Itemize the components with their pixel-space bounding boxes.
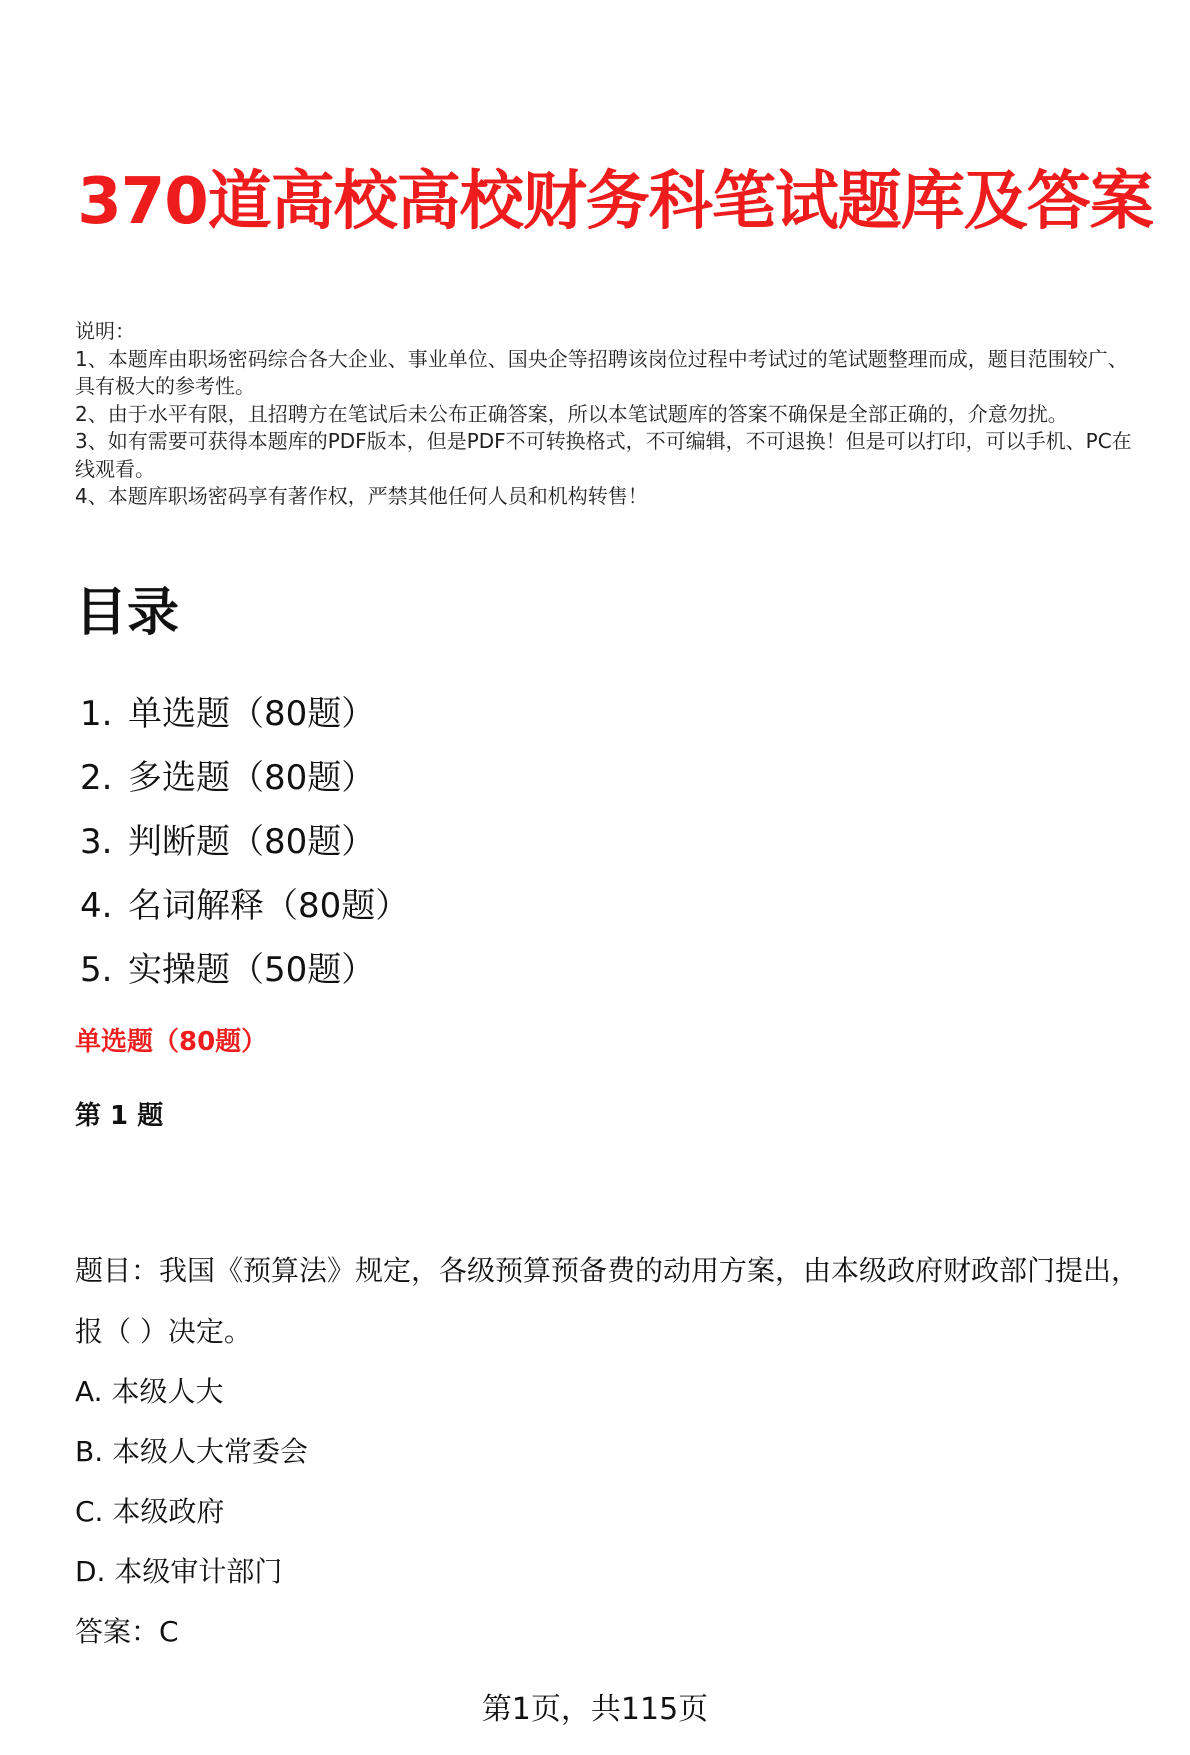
page-footer: 第1页，共115页	[481, 1692, 709, 1727]
toc-item[interactable]	[80, 874, 409, 938]
question-number: 第 1 题	[75, 1101, 164, 1131]
toc-item[interactable]	[80, 682, 409, 746]
notes-block	[75, 318, 1145, 511]
section-heading: 单选题（80题）	[75, 1027, 268, 1057]
toc-item[interactable]	[80, 746, 409, 810]
toc-item-label: 判断题（80题）	[128, 822, 376, 862]
option-a: A. 本级人大	[75, 1375, 224, 1408]
toc-item-label: 多选题（80题）	[128, 758, 376, 798]
toc-item[interactable]	[80, 938, 409, 1002]
notes-item: 3、如有需要可获得本题库的PDF版本，但是PDF不可转换格式，不可编辑，不可退换！但是可以打印，可以手机、PC在线观看。	[75, 429, 1132, 481]
toc-item-label: 单选题（80题）	[128, 694, 376, 734]
notes-header: 说明：	[75, 319, 135, 343]
toc-item-number: 3.	[80, 822, 113, 862]
option-b: B. 本级人大常委会	[75, 1435, 309, 1468]
toc-item-number: 5.	[80, 950, 113, 990]
question-text: 题目：我国《预算法》规定，各级预算预备费的动用方案，由本级政府财政部门提出，报（ ）决定。	[75, 1254, 1140, 1348]
toc-list	[80, 682, 409, 1002]
toc-item-label: 名词解释（80题）	[128, 886, 410, 926]
document-title: 370道高校高校财务科笔试题库及答案	[77, 164, 1153, 239]
toc-item-label: 实操题（50题）	[128, 950, 376, 990]
answer-text: 答案：C	[75, 1615, 179, 1648]
toc-item[interactable]	[80, 810, 409, 874]
toc-item-number: 1.	[80, 694, 113, 734]
question-block	[75, 1240, 1155, 1662]
toc-heading: 目录	[75, 583, 180, 643]
notes-item: 1、本题库由职场密码综合各大企业、事业单位、国央企等招聘该岗位过程中考试过的笔试题整理而成，题目范围较广、具有极大的参考性。	[75, 346, 1128, 398]
notes-item: 2、由于水平有限，且招聘方在笔试后未公布正确答案，所以本笔试题库的答案不确保是全部正确的，介意勿扰。	[75, 401, 1068, 426]
option-c: C. 本级政府	[75, 1495, 225, 1528]
toc-item-number: 4.	[80, 886, 113, 926]
option-d: D. 本级审计部门	[75, 1555, 283, 1588]
toc-item-number: 2.	[80, 758, 113, 798]
notes-item: 4、本题库职场密码享有著作权，严禁其他任何人员和机构转售！	[75, 484, 648, 508]
